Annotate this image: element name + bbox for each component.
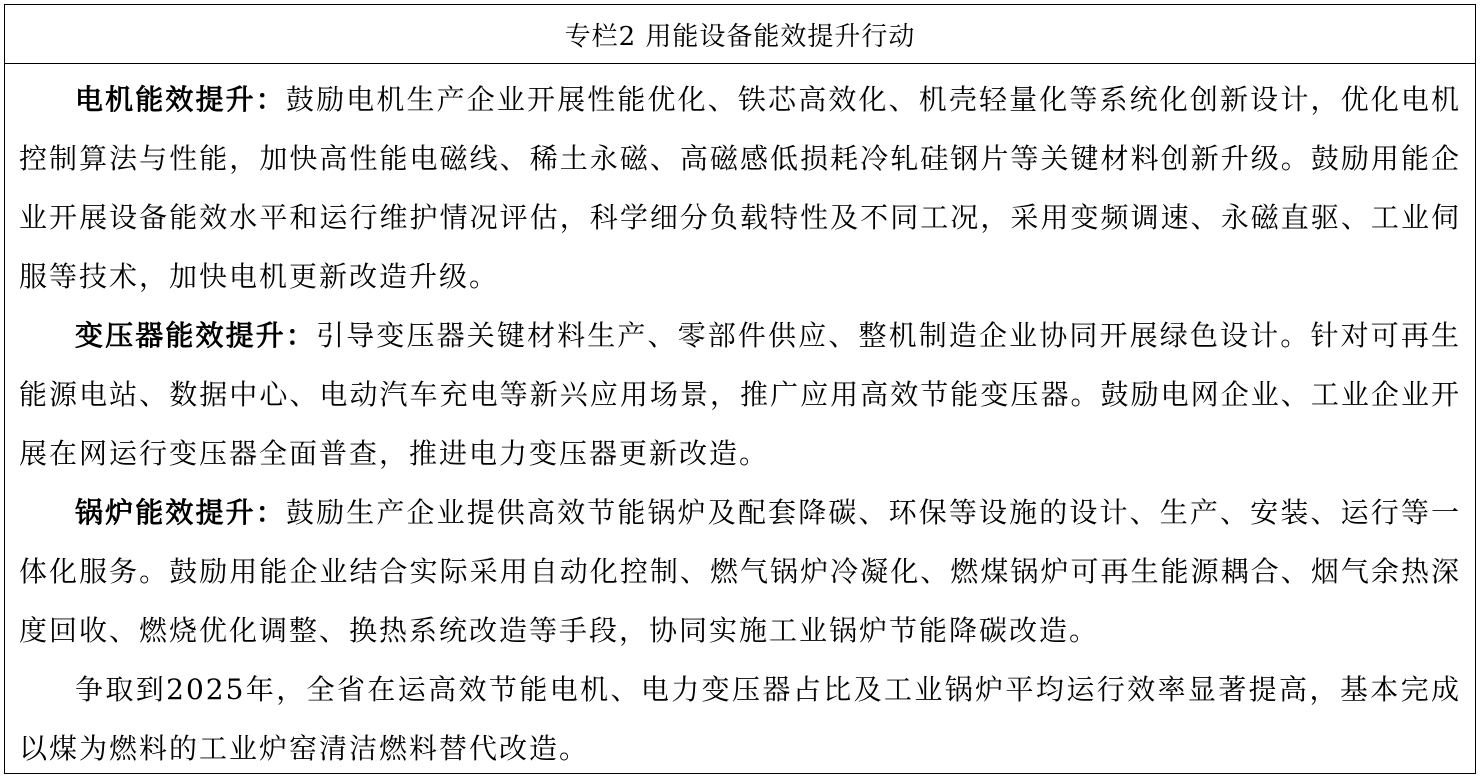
paragraph-boiler	[19, 483, 1461, 660]
box-title	[5, 5, 1475, 64]
box-body	[5, 64, 1475, 778]
paragraph-motor-heading: 电机能效提升：	[75, 83, 286, 116]
paragraph-boiler-text: 鼓励生产企业提供高效节能锅炉及配套降碳、环保等设施的设计、生产、安装、运行等一体化服务。鼓励用能企业结合实际采用自动化控制、燃气锅炉冷凝化、燃煤锅炉可再生能源耦合、烟气余热深度回收、燃烧优化调整、换热系统改造等手段，协同实施工业锅炉节能降碳改造。	[19, 496, 1461, 647]
paragraph-target-text: 争取到2025年，全省在运高效节能电机、电力变压器占比及工业锅炉平均运行效率显著提高，基本完成以煤为燃料的工业炉窑清洁燃料替代改造。	[19, 673, 1461, 765]
paragraph-target	[19, 660, 1461, 778]
paragraph-transformer-heading: 变压器能效提升：	[75, 319, 317, 352]
feature-box	[4, 4, 1476, 774]
box-title-text: 专栏2 用能设备能效提升行动	[564, 21, 916, 52]
paragraph-transformer	[19, 306, 1461, 483]
paragraph-motor	[19, 70, 1461, 306]
paragraph-boiler-heading: 锅炉能效提升：	[75, 496, 286, 529]
paragraph-motor-text: 鼓励电机生产企业开展性能优化、铁芯高效化、机壳轻量化等系统化创新设计，优化电机控制算法与性能，加快高性能电磁线、稀土永磁、高磁感低损耗冷轧硅钢片等关键材料创新升级。鼓励用能企业开展设备能效水平和运行维护情况评估，科学细分负载特性及不同工况，采用变频调速、永磁直驱、工业伺服等技术，加快电机更新改造升级。	[19, 83, 1461, 293]
paragraph-transformer-text: 引导变压器关键材料生产、零部件供应、整机制造企业协同开展绿色设计。针对可再生能源电站、数据中心、电动汽车充电等新兴应用场景，推广应用高效节能变压器。鼓励电网企业、工业企业开展在网运行变压器全面普查，推进电力变压器更新改造。	[19, 319, 1461, 470]
